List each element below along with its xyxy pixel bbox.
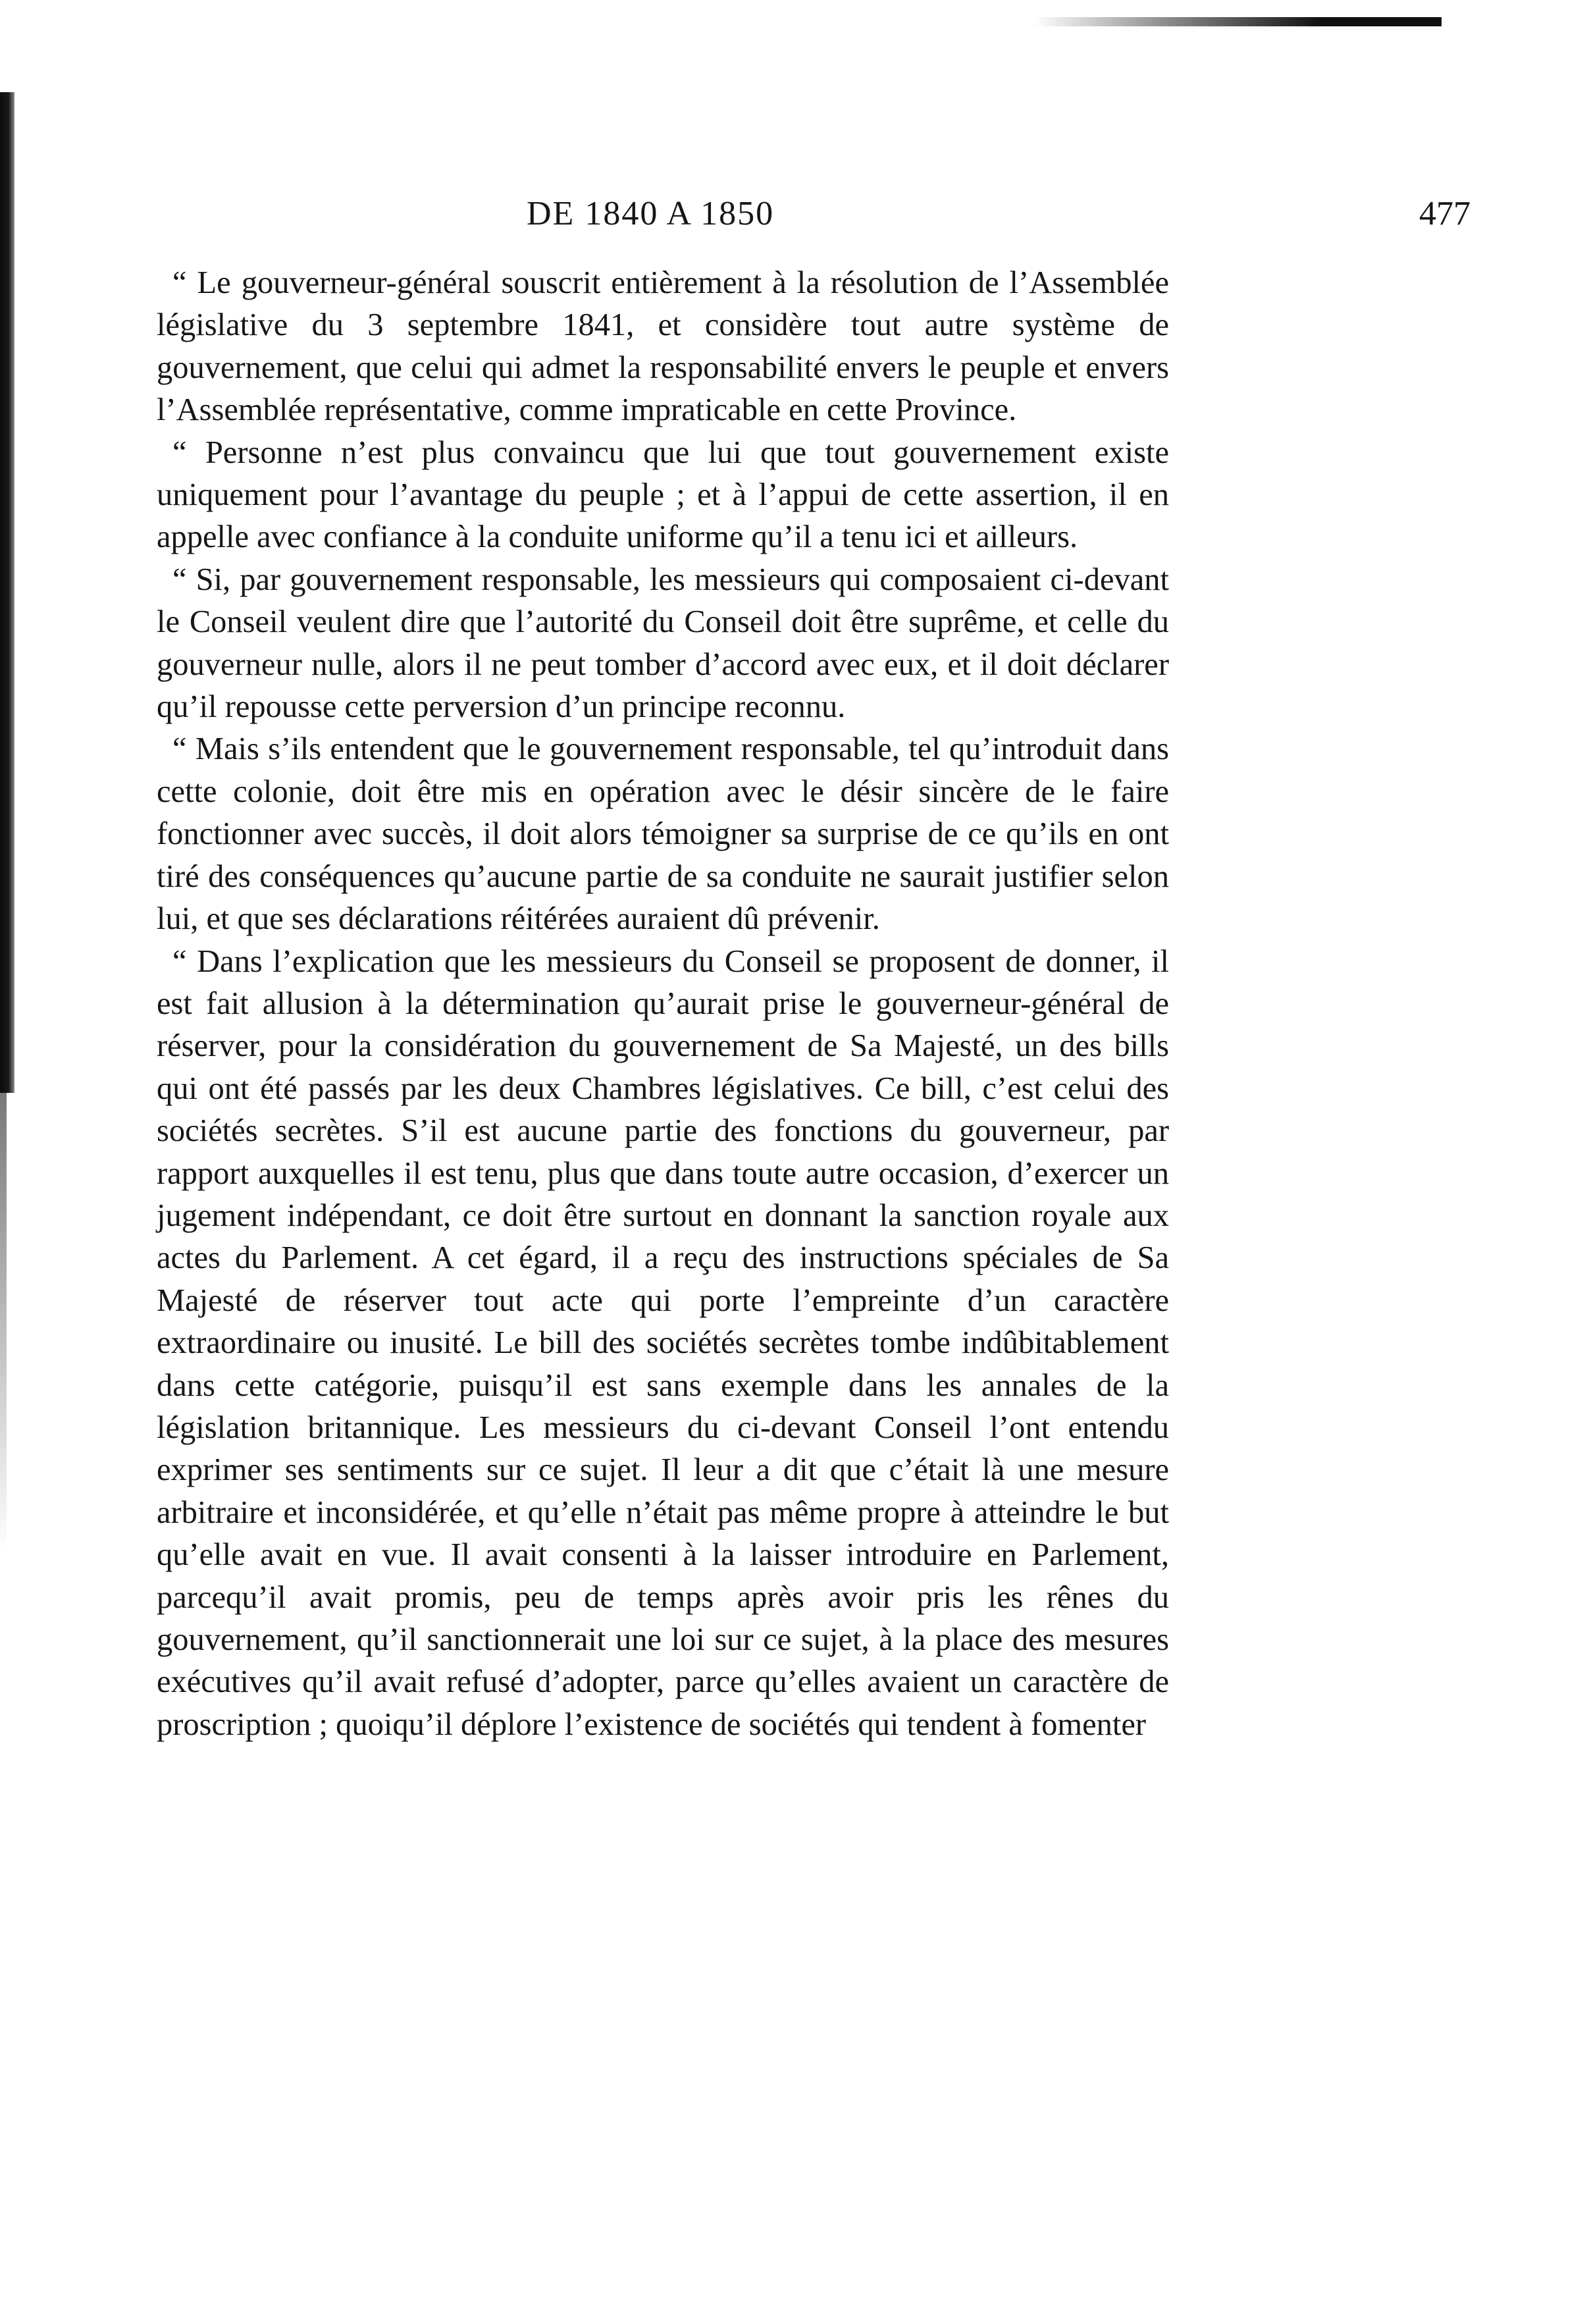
page-number: 477 (1419, 195, 1471, 232)
running-head: DE 1840 A 1850 (527, 195, 775, 232)
scan-edge-shadow (0, 92, 14, 1093)
paragraph: “ Mais s’ils entendent que le gouvernement responsable, tel qu’introduit dans cette colonie, doit être mis en opération avec le désir sincère de le faire fonctionner avec succès, il doit alors témoigner sa surprise de ce qu’ils en ont tiré des conséquences qu’aucune partie de sa conduite ne saurait justifier selon lui, et que ses déclarations réitérées auraient dû prévenir. (157, 731, 1169, 937)
paragraph: “ Personne n’est plus convaincu que lui que tout gouvernement existe uniquement pour l’avantage du peuple ; et à l’appui de cette assertion, il en appelle avec confiance à la conduite uniforme qu’il a tenu ici et ailleurs. (157, 435, 1169, 555)
paragraph: “ Si, par gouvernement responsable, les messieurs qui composaient ci-devant le Conseil veulent dire que l’autorité du Conseil doit être suprême, et celle du gouverneur nulle, alors il ne peut tomber d’accord avec eux, et il doit déclarer qu’il repousse cette perversion d’un principe reconnu. (157, 562, 1169, 725)
top-rule (1033, 17, 1442, 26)
body-text (157, 262, 1169, 1746)
scan-edge-shadow-lower (0, 1093, 7, 1554)
paragraph: “ Le gouverneur-général souscrit entièrement à la résolution de l’Assemblée législative du 3 septembre 1841, et considère tout autre système de gouvernement, que celui qui admet la responsabilité envers le peuple et envers l’Assemblée représentative, comme impraticable en cette Province. (157, 265, 1169, 428)
paragraph: “ Dans l’explication que les messieurs du Conseil se proposent de donner, il est fait allusion à la détermination qu’aurait prise le gouverneur-général de réserver, pour la considération du gouvernement de Sa Majesté, un des bills qui ont été passés par les deux Chambres législatives. Ce bill, c’est celui des sociétés secrètes. S’il est aucune partie des fonctions du gouverneur, par rapport auxquelles il est tenu, plus que dans toute autre occasion, d’exercer un jugement indépendant, ce doit être surtout en donnant la sanction royale aux actes du Parlement. A cet égard, il a reçu des instructions spéciales de Sa Majesté de réserver tout acte qui porte l’empreinte d’un caractère extraordinaire ou inusité. Le bill des sociétés secrètes tombe indûbitablement dans cette catégorie, puisqu’il est sans exemple dans les annales de la législation britannique. Les messieurs du ci-devant Conseil l’ont entendu exprimer ses sentiments sur ce sujet. Il leur a dit que c’était là une mesure arbitraire et inconsidérée, et qu’elle n’était pas même propre à atteindre le but qu’elle avait en vue. Il avait consenti à la laisser introduire en Parlement, parcequ’il avait promis, peu de temps après avoir pris les rênes du gouvernement, qu’il sanctionnerait une loi sur ce sujet, à la place des mesures exécutives qu’il avait refusé d’adopter, parce qu’elles avaient un caractère de proscription ; quoiqu’il déplore l’existence de sociétés qui tendent à fomenter (157, 943, 1169, 1742)
page-header (158, 194, 1471, 247)
